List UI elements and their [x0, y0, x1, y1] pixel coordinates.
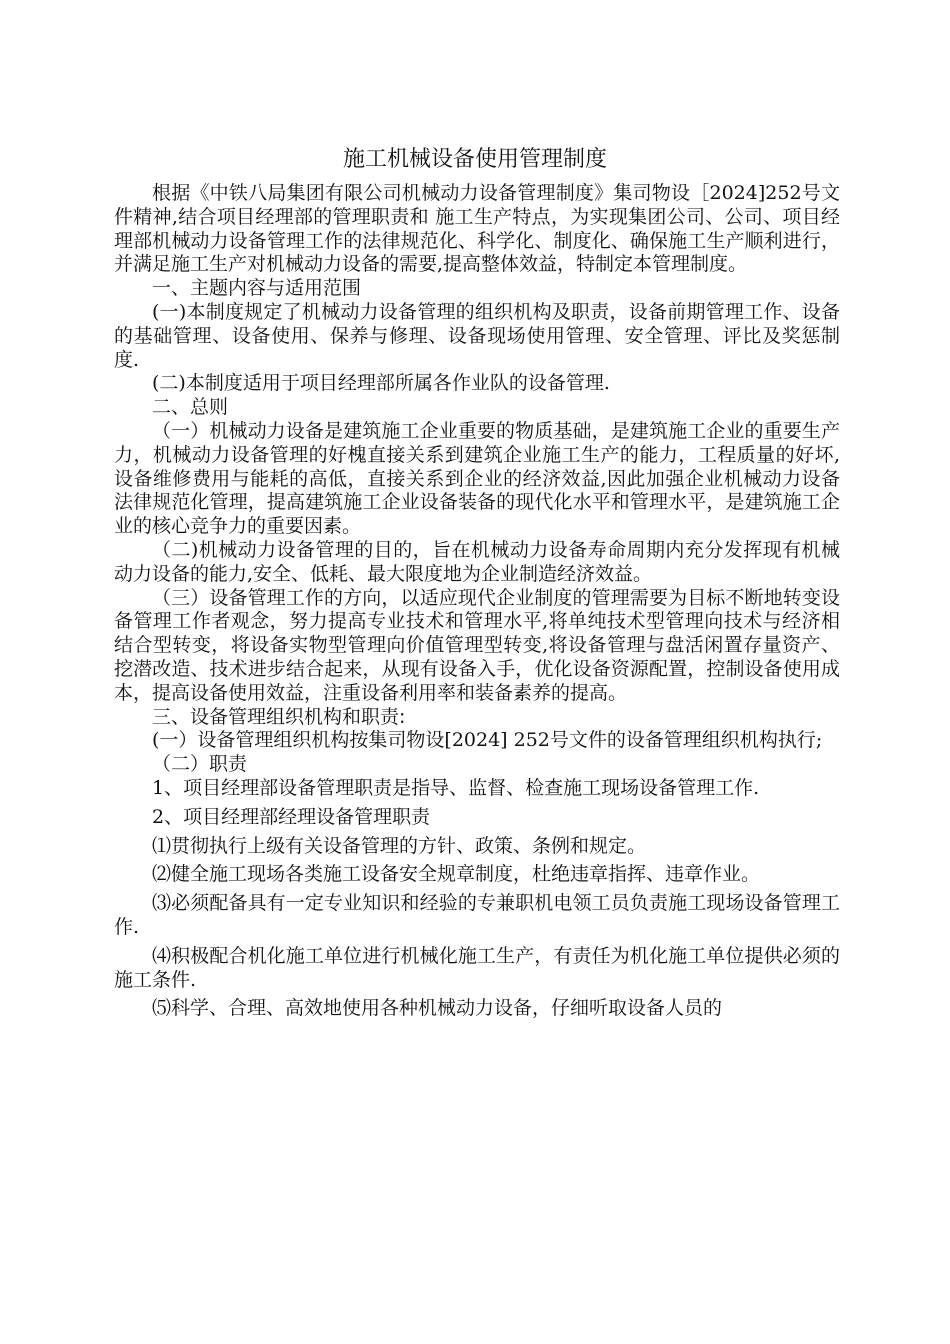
paragraph-general-1: （一）机械动力设备是建筑施工企业重要的物质基础，是建筑施工企业的重要生产力，机械动力设备管理的好槐直接关系到建筑企业施工生产的能力，工程质量的好坏,设备维修费用与能耗的高低，直接关系到企业的经济效益,因此加强企业机械动力设备法律规范化管理，提高建筑施工企业设备装备的现代化水平和管理水平，是建筑施工企业的核心竞争力的重要因素。: [114, 419, 840, 538]
document-title: 施工机械设备使用管理制度: [342, 147, 607, 172]
heading-general: 二、总则: [152, 396, 229, 419]
paragraph-duties-2: 2、项目经理部经理设备管理职责: [152, 805, 431, 828]
list-item-3: ⑶必须配备具有一定专业知识和经验的专兼职机电领工员负责施工现场设备管理工作.: [114, 892, 840, 938]
paragraph-intro: 根据《中铁八局集团有限公司机械动力设备管理制度》集司物设［2024]252号文件精神,结合项目经理部的管理职责和 施工生产特点，为实现集团公司、公司、项目经理部机械动力设备管理工作的法律规范化、科学化、制度化、确保施工生产顺利进行，并满足施工生产对机械动力设备的需要,提高整体效益，特制定本管理制度。: [114, 182, 840, 276]
heading-scope: 一、主题内容与适用范围: [152, 277, 362, 300]
paragraph-general-2: （二)机械动力设备管理的目的，旨在机械动力设备寿命周期内充分发挥现有机械动力设备的能力,安全、低耗、最大限度地为企业制造经济效益。: [114, 538, 840, 585]
paragraph-duties-heading: （二）职责: [152, 753, 248, 776]
paragraph-scope-2: (二)本制度适用于项目经理部所属各作业队的设备管理.: [152, 372, 610, 395]
list-item-4: ⑷积极配合机化施工单位进行机械化施工生产，有责任为机化施工单位提供必须的施工条件.: [114, 944, 840, 991]
paragraph-scope-1: (一)本制度规定了机械动力设备管理的组织机构及职责，设备前期管理工作、设备的基础管理、设备使用、保养与修理、设备现场使用管理、安全管理、评比及奖惩制度.: [114, 300, 840, 371]
list-item-5: ⑸科学、合理、高效地使用各种机械动力设备，仔细听取设备人员的: [152, 997, 723, 1020]
paragraph-org-1: (一）设备管理组织机构按集司物设[2024] 252号文件的设备管理组织机构执行;: [152, 729, 823, 752]
document-body: [114, 182, 840, 1021]
list-item-2: ⑵健全施工现场各类施工设备安全规章制度，杜绝违章指挥、违章作业。: [152, 863, 761, 886]
heading-organization: 三、设备管理组织机构和职责:: [152, 705, 406, 728]
paragraph-duties-1: 1、项目经理部设备管理职责是指导、监督、检查施工现场设备管理工作.: [152, 776, 760, 799]
list-item-1: ⑴贯彻执行上级有关设备管理的方针、政策、条例和规定。: [152, 834, 647, 857]
paragraph-general-3: （三）设备管理工作的方向，以适应现代企业制度的管理需要为目标不断地转变设备管理工作者观念，努力提高专业技术和管理水平,将单纯技术型管理向技术与经济相结合型转变，将设备实物型管理向价值管理型转变,将设备管理与盘活闲置存量资产、挖潜改造、技术进步结合起来，从现有设备入手，优化设备资源配置，控制设备使用成本，提高设备使用效益，注重设备利用率和装备素养的提高。: [114, 586, 840, 704]
